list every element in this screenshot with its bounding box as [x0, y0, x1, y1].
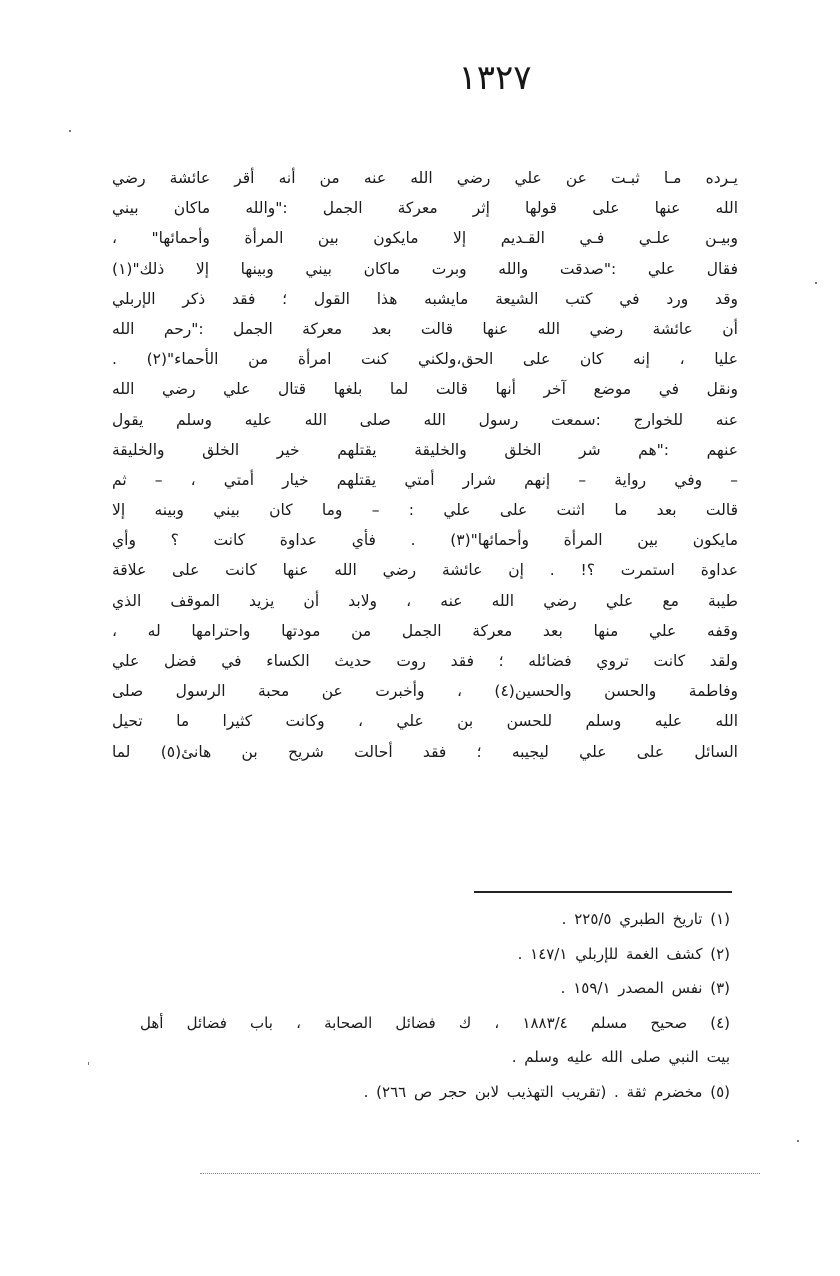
- scan-speck: [69, 130, 71, 132]
- text-line: عنهم :"هم شر الخلق والخليقة يقتلهم خير الخلق والخليقة: [112, 440, 738, 459]
- text-line: السائل على علي ليجيبه ؛ فقد أحالت شريح بن هانئ(٥) لما: [112, 742, 738, 761]
- text-line: عداوة استمرت ؟! . إن عائشة رضي الله عنها كانت على علاقة: [112, 561, 738, 580]
- text-line: الله عنها على قولها إثر معركة الجمل :"والله ماكان بيني: [112, 199, 738, 218]
- page-number: ١٣٢٧: [458, 58, 532, 98]
- text-line: يـرده مـا ثبـت عن علي رضي الله عنه من أنه أقر عائشة رضي: [112, 169, 738, 187]
- footnote-4: (٤) صحيح مسلم ١٨٨٣/٤ ، ك فضائل الصحابة ، باب فضائل أهل: [140, 1013, 730, 1032]
- scan-edge-line: [200, 1173, 760, 1175]
- text-line: وفاطمة والحسن والحسين(٤) ، وأخبرت عن محبة الرسول صلى: [112, 682, 738, 701]
- text-line: وقفه علي منها بعد معركة الجمل من مودتها واحترامها له ،: [112, 621, 738, 640]
- footnotes: [140, 902, 730, 1109]
- footnote-3: (٣) نفس المصدر ١٥٩/١ .: [560, 979, 730, 997]
- footnote-separator: [474, 891, 732, 893]
- text-line: وبيـن علـي فـي القـديم إلا مايكون بين المرأة وأحمائها" ،: [112, 229, 738, 248]
- text-line: قالت بعد ما اثنت على علي : – وما كان بيني وبينه إلا: [112, 501, 738, 520]
- footnote-2: (٢) كشف الغمة للإربلي ١٤٧/١ .: [517, 944, 730, 963]
- text-line: عنه للخوارج :سمعت رسول الله صلى الله عليه وسلم يقول: [112, 410, 738, 429]
- text-line: مايكون بين المرأة وأحمائها"(٣) . فأي عداوة كانت ؟ وأي: [112, 531, 738, 550]
- scan-speck: [797, 1140, 799, 1142]
- footnote-1: (١) تاريخ الطبري ٢٢٥/٥ .: [561, 910, 730, 928]
- text-line: – وفي رواية – إنهم شرار أمتي يقتلهم خيار أمتي ، – ثم: [112, 470, 738, 489]
- text-line: فقال علي :"صدقت والله وبرت ماكان بيني وبينها إلا ذلك"(١): [112, 259, 738, 278]
- text-line: وقد ورد في كتب الشيعة مايشبه هذا القول ؛ فقد ذكر الإربلي: [112, 289, 738, 308]
- scan-speck: [88, 1062, 89, 1065]
- text-line: ولقد كانت تروي فضائله ؛ فقد روت حديث الكساء في فضل علي: [112, 652, 738, 670]
- text-line: طيبة مع علي رضي الله عنه ، ولابد أن يزيد الموقف الذي: [112, 591, 738, 610]
- main-text: [112, 163, 738, 767]
- footnote-4-continuation: بيت النبي صلى الله عليه وسلم .: [511, 1048, 730, 1066]
- scan-speck: [815, 282, 817, 284]
- text-line: عليا ، إنه كان على الحق،ولكني كنت امرأة من الأحماء"(٢) .: [112, 350, 738, 369]
- footnote-5: (٥) مخضرم ثقة . (تقريب التهذيب لابن حجر ص ٢٦٦) .: [363, 1082, 730, 1101]
- text-line: الله عليه وسلم للحسن بن علي ، وكانت كثيرا ما تحيل: [112, 712, 738, 731]
- text-line: أن عائشة رضي الله عنها قالت بعد معركة الجمل :"رحم الله: [112, 319, 738, 338]
- text-line: ونقل في موضع آخر أنها قالت لما بلغها قتال علي رضي الله: [112, 380, 738, 399]
